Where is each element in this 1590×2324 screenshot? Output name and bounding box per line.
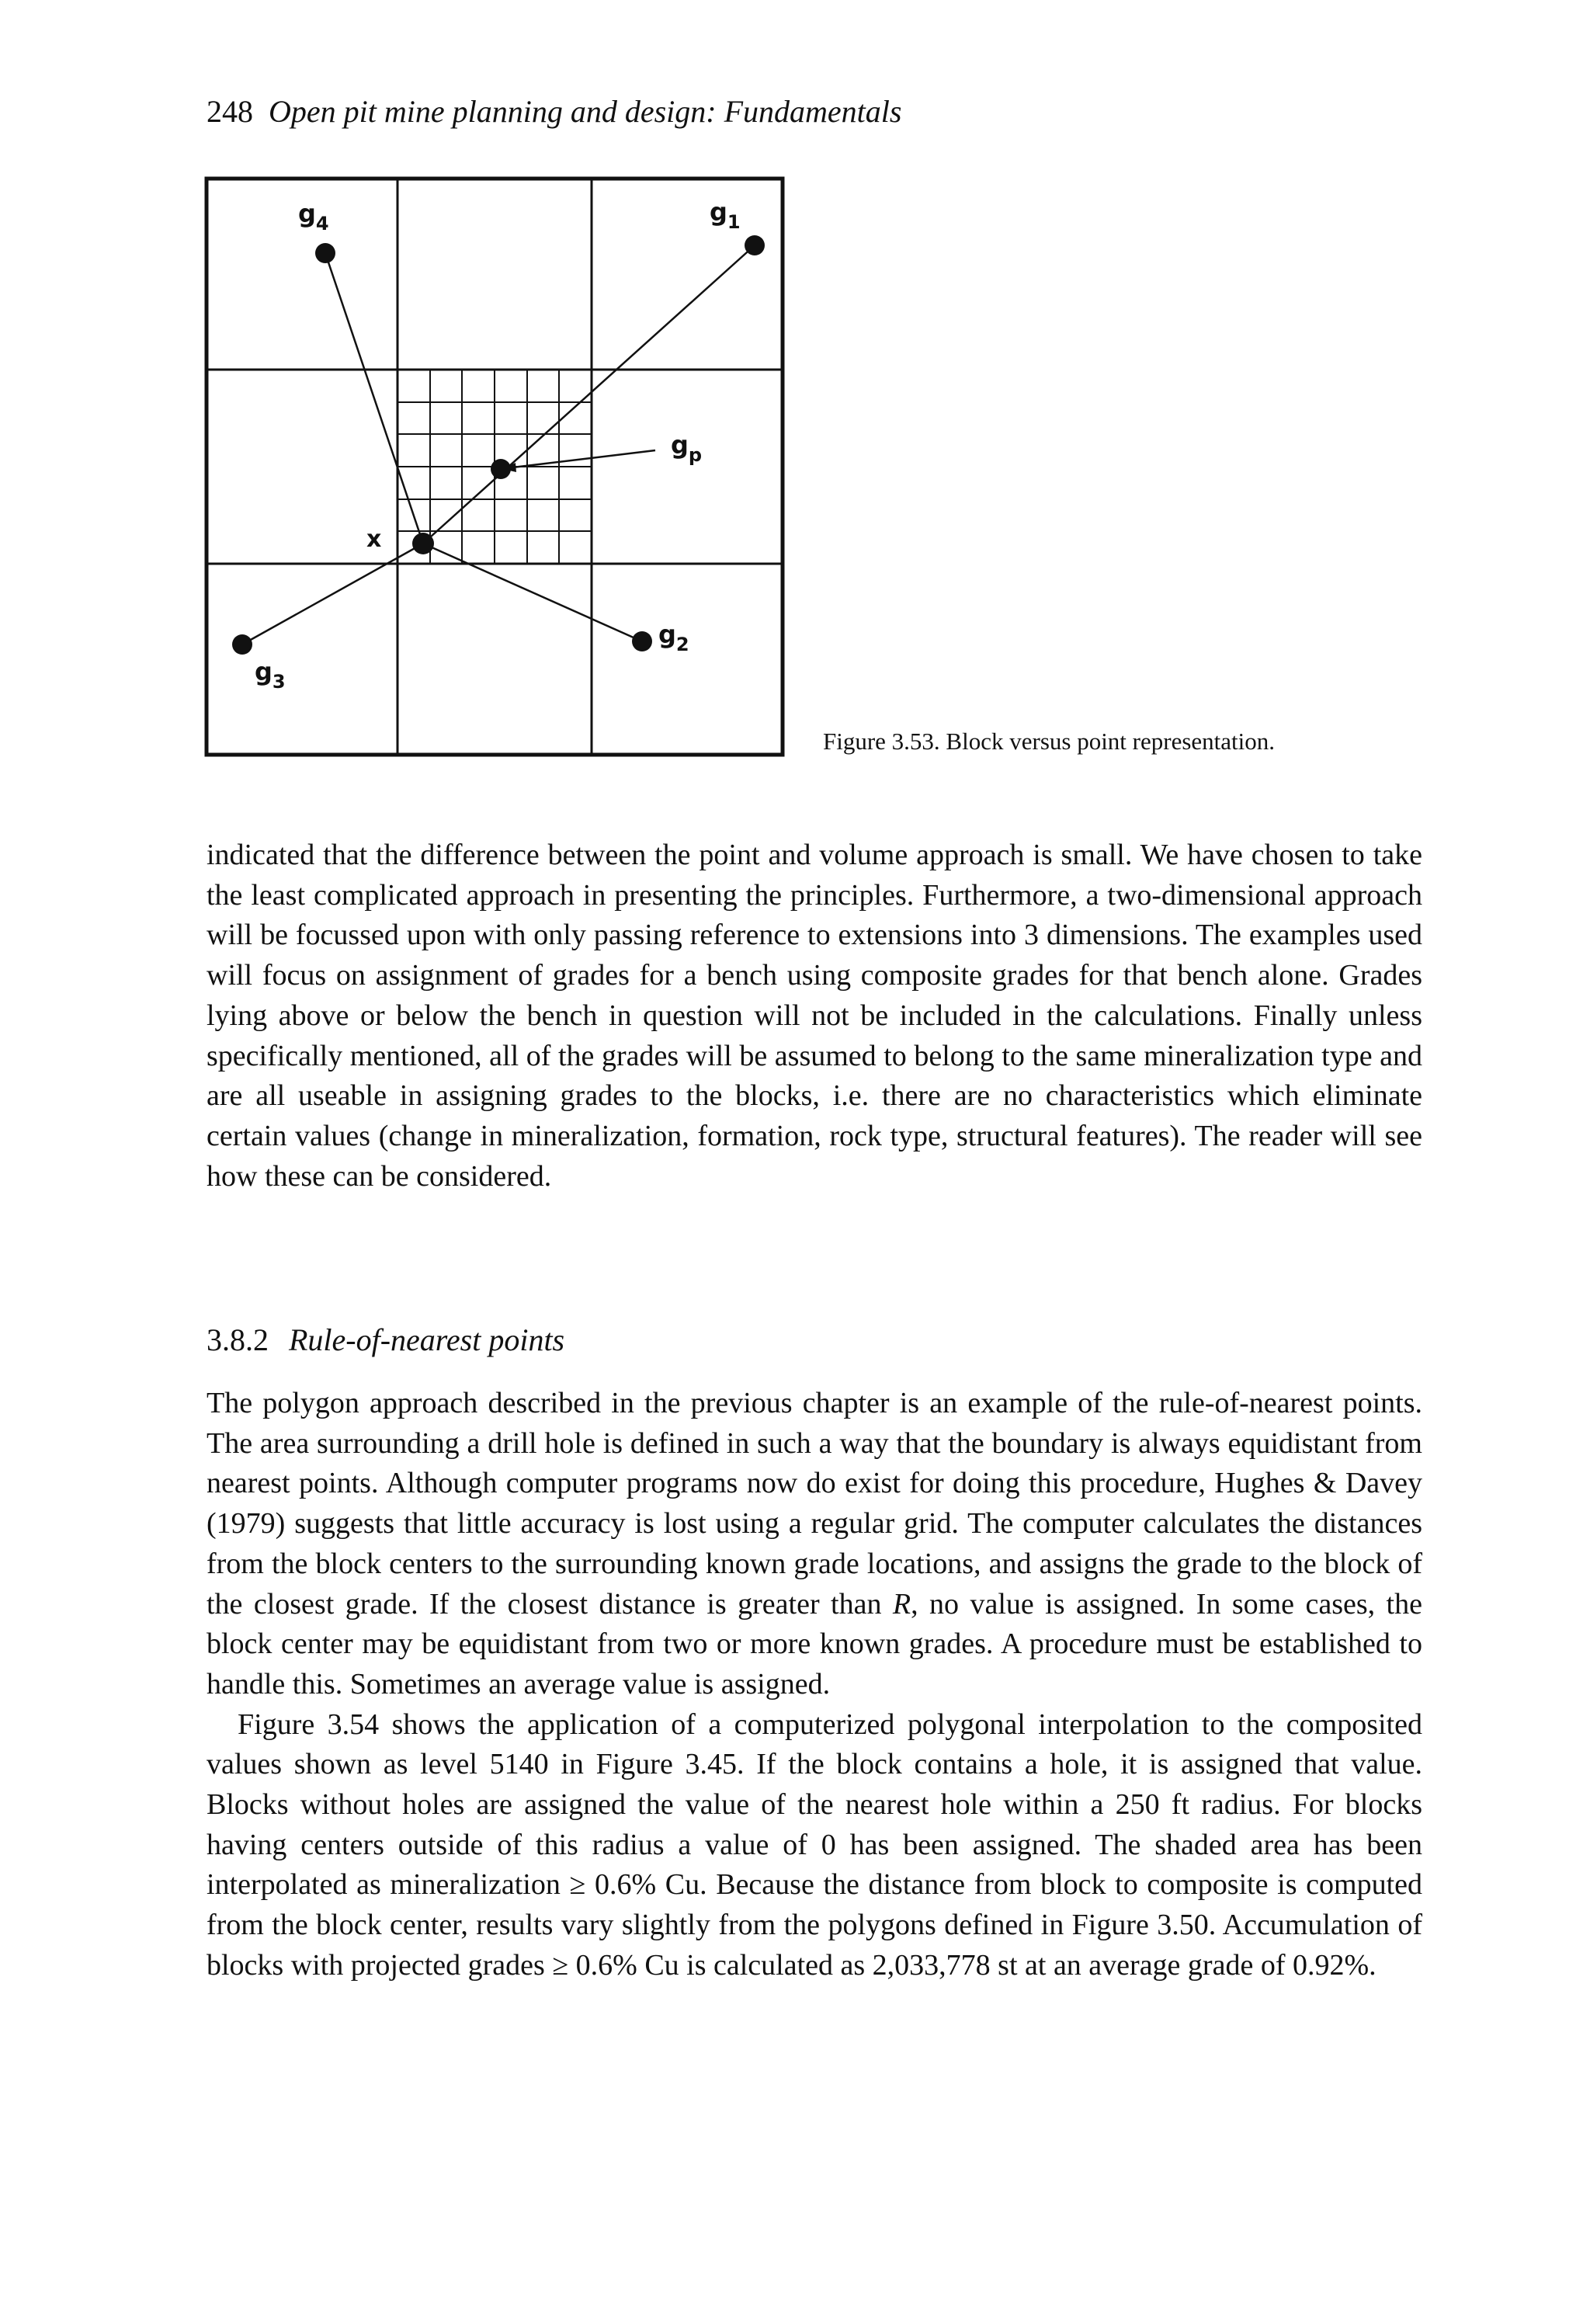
paragraph-figure-354: Figure 3.54 shows the application of a computerized polygonal interpolation to the composited values shown as level 5140 in Figure 3.45. If the block contains a hole, it is assigned that value. Blocks without holes are assigned the value of the nearest hole within a 250 ft radius. For blocks having centers outside of this radius a value of 0 has been assigned. The shaded area has been interpolated as mineralization ≥ 0.6% Cu. Because the distance from block to composite is computed from the block center, results vary slightly from the polygons defined in Figure 3.50. Accumulation of blocks with projected grades ≥ 0.6% Cu is calculated as 2,033,778 st at an average grade of 0.92%. (207, 1707, 1422, 1982)
line-x-g3 (242, 544, 423, 644)
section-body (207, 1384, 1422, 1986)
variable-R: R (892, 1587, 911, 1621)
book-title: Open pit mine planning and design: Fundamentals (269, 94, 902, 129)
paragraph-text: The polygon approach described in the previous chapter is an example of the rule-of-nearest points. The area surrounding a drill hole is defined in such a way that the boundary is always equidistant from nearest points. Although computer programs now do exist for doing this procedure, Hughes & Davey (1979) suggests that little accuracy is lost using a regular grid. The computer calculates the distances from the block centers to the surrounding known grade locations, and assigns the grade to the block of the closest grade. If the closest distance is greater than (207, 1387, 1422, 1621)
label-gp: $g_p$ (671, 430, 703, 466)
line-x-g2 (423, 544, 642, 641)
section-heading (207, 1320, 564, 1360)
label-g1: $g_1$ (710, 197, 741, 233)
point-gp (491, 459, 511, 479)
body-paragraph (207, 835, 1422, 1197)
label-g4: $g_4$ (298, 199, 329, 234)
label-x: x (366, 526, 382, 553)
page-number: 248 (207, 94, 253, 129)
paragraph-rule-of-nearest (207, 1384, 1422, 1705)
paragraph-text: , no value is assigned. In some cases, the block center may be equidistant from two or more known grades. A procedure must be established to handle this. Sometimes an average value is assigned. (207, 1587, 1422, 1700)
running-header (207, 90, 901, 134)
label-g2: $g_2$ (658, 620, 689, 655)
figure-caption: Figure 3.53. Block versus point representation. (823, 728, 1276, 755)
block-point-figure (203, 175, 786, 758)
paragraph-text: indicated that the difference between the point and volume approach is small. We have chosen to take the least complicated approach in presenting the principles. Furthermore, a two-dimensional approach will be focussed upon with only passing reference to extensions into 3 dimensions. The examples used will focus on assignment of grades for a bench using composite grades for that bench alone. Grades lying above or below the bench in question will not be included in the calculations. Finally unless specifically mentioned, all of the grades will be assumed to belong to the same mineralization type and are all useable in assigning grades to the blocks, i.e. there are no characteristics which eliminate certain values (change in mineralization, formation, rock type, structural features). The reader will see how these can be considered. (207, 839, 1422, 1193)
point-g1 (745, 235, 765, 255)
section-title: Rule-of-nearest points (289, 1322, 565, 1357)
point-x (412, 533, 434, 554)
line-x-g4 (325, 253, 423, 544)
point-g4 (315, 243, 335, 263)
gp-arrow-line (506, 450, 655, 468)
point-g2 (632, 631, 652, 651)
point-g3 (232, 634, 252, 655)
section-number: 3.8.2 (207, 1322, 269, 1357)
label-g3: $g_3$ (255, 657, 286, 693)
